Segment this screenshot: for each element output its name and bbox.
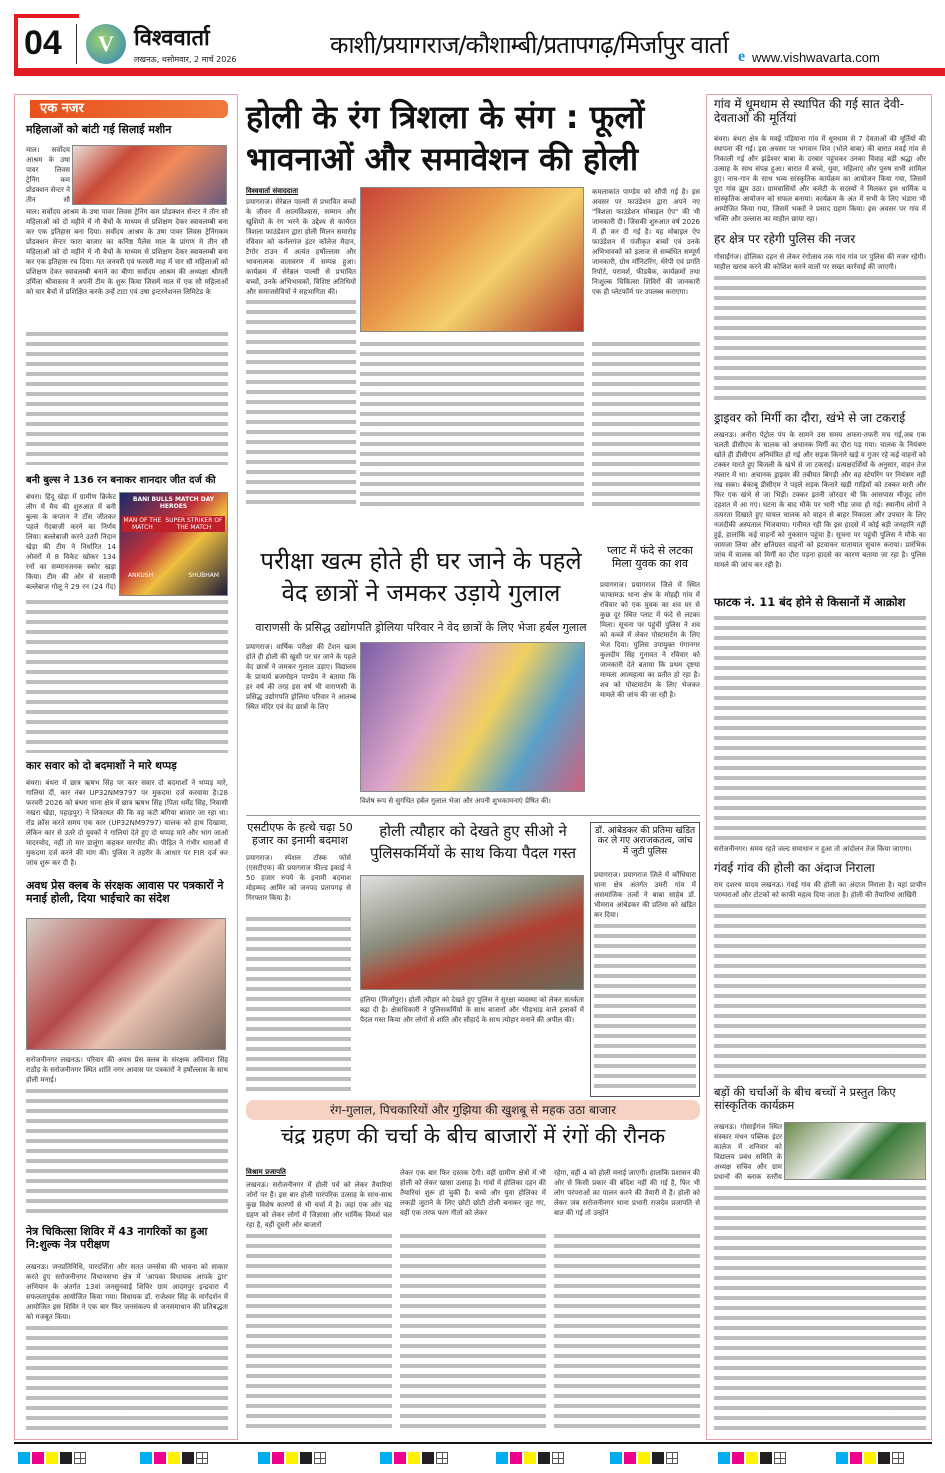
lead-photo [360,187,584,332]
color-swatch [524,1452,536,1464]
website-link[interactable]: www.vishwavarta.com [752,50,880,65]
text-lines [714,274,926,404]
headline: प्लाट में फंदे से लटका मिला युवक का शव [606,544,694,570]
color-swatch [258,1452,270,1464]
color-registration-marks [610,1452,678,1464]
photo [26,918,226,1050]
color-swatch [836,1452,848,1464]
story-body: लखनऊ। गोसाईंगंज स्थित संस्कार मंथन पब्लिक इंटर कालेज में शनिवार को विद्यालय प्रबंध समिति के अध्यक्ष सचिव और ग्राम प्रधानों की ब्लाक स्तरीय [714,1123,782,1181]
masthead-corner [14,14,79,18]
story-body: लखनऊ। अनौरा पेट्रोल पंप के सामने उस समय अफरा-तफरी मच गई,जब एक चलती डीसीएम के चालक को अचानक मिर्गी का दौरा पड़ गया। चालक के नियंत्रण खोते ही डीसीएम अनियंत्रित हो गई और सड़क किनारे खड़े व गुजर रहे कई वाहनों को टक्कर मारते हुए बिजली के खंभे से जा टकराई। प्रत्यक्षदर्शियों के अनुसार, वाहन तेज रफ्तार में था। अचानक ड्राइवर की तबीयत बिगड़ी और वह स्टेयरिंग पर नियंत्रण नहीं रख सका। बेकाबू डीसीएम ने पहले सड़क किनारे खड़ी गाड़ियों को टक्कर मारी और फिर एक खंभे से जा भिड़ी। टक्कर इतनी जोरदार थी कि आसपास मौजूद लोग दहशत में आ गए। घटना के बाद मौके पर भारी भीड़ जमा हो गई। स्थानीय लोगों ने तत्परता दिखाते हुए घायल चालक को वाहन से बाहर निकाला और उपचार के लिए नजदीकी अस्पताल भिजवाया। गनीमत रही कि इस हादसे में कोई बड़ी जनहानि नहीं हुई, हालांकि कई वाहनों को नुकसान पहुंचा है। सूचना पर पहुंची पुलिस ने मौके का जायजा लिया और क्षतिग्रस्त वाहनों को हटवाकर यातायात सुचारु कराया। प्रारंभिक जांच में चालक को मिर्गी का दौरा पड़ना हादसे का कारण बताया जा रहा है। पुलिस मामले की जांच कर रही है। [714,431,926,569]
divider [76,24,77,64]
brand-logo: V [86,24,126,64]
story-body: लखनऊ। जनप्रतिनिधि, पारदर्शिता और सतत जनसेवा की भावना को साकार करते हुए सरोजनीनगर विधानसभा क्षेत्र में 'आपका विधायक आपके द्वार' अभियान के अंतर्गत 13वां जनसुनवाई शिविर ग्राम आदमपुर इन्द्रवारा में सफलतापूर्वक आयोजित किया गया। विधायक डॉ. राजेश्वर सिंह के मार्गदर्शन में आयोजित इस शिविर ने एक बार फिर जनसंकल्प से जनसमाधान की प्रतिबद्धता को मजबूत किया। [26,1263,228,1321]
color-swatch [496,1452,508,1464]
story-body: कमलाकांत पाण्डेय को सौंपी गई है। इस अवसर पर फाउंडेशन द्वारा अपने नए "त्रिशला फाउंडेशन मोबाइल ऐप" की भी जानकारी दी। जिसकी शुरुआत वर्ष 2026 में ही कर दी गई है। यह मोबाइल ऐप फाउंडेशन में पंजीकृत बच्चों एवं उनके अभिभावकों को इलाज से सम्बंधित सम्पूर्ण जानकारी, ग्रोथ मॉनिटरिंग, थेरेपी एवं प्रगति रिपोर्ट, परामर्श, फीडबैक, कार्यक्रमों तथा निःशुल्क चिकित्सा शिविरों की जानकारी एक ही प्लेटफॉर्म पर उपलब्ध कराएगा। [592,188,700,296]
headline: एसटीएफ के हत्थे चढ़ा 50 हजार का इनामी बदमाश [247,821,353,847]
masthead-rule [14,72,945,76]
story-body: माल। सर्वोदय आश्रम के उषा पावर लिवस ट्रेनिंग कम प्रोडक्शन सेन्टर ने तीन सौ महिलाओं को दो महीने में नौ बैचों के माध्यम से प्रशिक्षण देकर स्वावलम्बी बना कर एक इतिहास बना दिया। सर्वोदय आश्रम के उषा पावर लिवस ट्रेनिंगकम प्रोडक्शन सेन्टर फारा बाजार का कनिष्ठ पैलेस माल के प्रांगण मे तीन सौ महिलाओं को दो महीने मे नौ बैचों के माध्यम से प्रशिक्षण देकर स्वावलम्बी बना कर एक इतिहास रच दिया। गत जनवरी एवं फरवरी माह में चार सौ महिलाओं को प्रशिक्षण देकर स्वावलम्बी बनाने का बीणा सर्वोदय आश्रम की अध्यक्षा श्रीमती उर्मिला श्रीवास्तव ने अपनी टीम के शुरू किया जिसमें माल में एक सौ महिलाओं को चार बैचों में प्रशिक्षित करके उन्हें टाटा एवं उषा इन्टरनेशनल लिमिटेड के [26,208,228,296]
story-body: सरोजनीनगर। समय रहते जल्द समाधान न हुआ तो आंदोलन तेज किया जाएगा। [714,845,912,853]
story-body: प्रयागराज। वार्षिक परीक्षा की टेंशन खत्म होते ही होली की खुशी पर घर जाने के पहले वेद छात्रों ने जमकर गुलाल उड़ाए। विद्यालय के प्राचार्य ब्रजमोहन पाण्डेय ने बताया कि हर वर्ष की तरह इस वर्ष भी वाराणसी के प्रसिद्ध उद्योगपति ड्रोलिया परिवार ने आलम्ब स्थित मंदिर एवं वेद छात्रों के लिए [246,643,356,711]
text-lines [26,1087,228,1215]
headline: बनी बुल्स ने 136 रन बनाकर शानदार जीत दर्ज की [26,475,216,486]
registration-cross-icon [196,1452,208,1464]
text-lines [400,1232,546,1434]
divider [246,815,700,816]
color-swatch [422,1452,434,1464]
color-registration-marks [836,1452,904,1464]
text-lines [26,330,228,465]
color-swatch [610,1452,622,1464]
page-number: 04 [24,24,62,62]
byline: विश्ववार्ता संवाददाता [246,187,299,195]
story-body: रहेगा, वहीं 4 को होली मनाई जाएगी। हालांकि प्रशासन की ओर से किसी प्रकार की बंदिश नहीं की गई है, फिर भी लोग परंपराओं का पालन करने की तैयारी में हैं। होली को लेकर जब सरोजनीनगर थाना प्रभारी राजदेव प्रजापति से बात की गई तो उन्होंने [554,1169,700,1217]
byline: विश्राम प्रजापति [246,1168,286,1176]
color-swatch [154,1452,166,1464]
text-lines [594,922,696,1092]
color-swatch [46,1452,58,1464]
text-lines [714,614,926,842]
poster-name: SHUBHAM [188,572,219,579]
headline: नेत्र चिकित्सा शिविर में 43 नागरिकों का हुआ नि:शुल्क नेत्र परीक्षण [26,1225,208,1251]
story-body: राम दशरथ यादव लखनऊ। गंवई गांव की होली का अंदाज निराला है। यहां प्राचीन परम्पराओं और टोटकों को काफी महत्व दिया जाता है। होली की तैयारियां आखिरी [714,881,926,899]
headline: डॉ. आंबेडकर की प्रतिमा खंडित कर ले गए अराजकतत्व, जांच में जुटी पुलिस [594,826,696,857]
headline: गांव में धूमधाम से स्थापित की गई सात देवी-देवताओं की मूर्तियां [714,97,905,125]
headline: महिलाओं को बांटी गई सिलाई मशीन [26,123,172,136]
text-lines [360,340,584,510]
text-lines [246,915,351,1095]
text-lines [554,1232,700,1434]
subheadline: वाराणसी के प्रसिद्ध उद्योगपति ड्रोलिया परिवार ने वेद छात्रों के लिए भेजा हर्बल गुलाल [255,621,587,634]
lead-headline: होली के रंग त्रिशला के संग : फूलों भावनाओं और समावेशन की होली [246,98,645,178]
color-swatch [718,1452,730,1464]
story-body: हलिया (मिर्जापुर)। होली त्यौहार को देखते हुए पुलिस ने सुरक्षा व्यवस्था को लेकर सतर्कता बढ़ा दी है। क्षेत्राधिकारी ने पुलिसकर्मियों के साथ बाजारों और भीड़भाड़ वाले इलाकों में पैदल गस्त किया और लोगों से शांति और सौहार्द के साथ त्योहार मनाने की अपील की। [360,996,584,1024]
registration-cross-icon [774,1452,786,1464]
bottom-rule [14,1442,932,1444]
headline: हर क्षेत्र पर रहेगी पुलिस की नजर [714,232,856,246]
story-body: बंथरा। बंथरा क्षेत्र के मवई पड़ियाना गांव में धूमधाम से 7 देवताओं की मूर्तियों की स्थापना की गई। इस अवसर पर भगवान शिव (भोले बाबा) की बारात मवई गांव से निकाली गई और झंडेश्वर बाबा के दरबार पहुंचकर उनका विवाह बड़ी श्रद्धा और उत्साह के साथ संपन्न हुआ। बारात में बच्चे, युवा, महिलाएं और पुरुष सभी शामिल हुए। नाच-गान के साथ भव्य सांस्कृतिक कार्यक्रम का आयोजन किया गया, जिसमें पूरा गांव झूम उठा। ग्रामवासियों और कमेटी के सदस्यों ने मिलकर इस धार्मिक व सांस्कृतिक आयोजन को सफल बनाया। कार्यक्रम के अंत में सभी के लिए भंडारा भी आयोजित किया गया, जिसमें भक्तों ने प्रसाद ग्रहण किया। इस अवसर पर गांव में भक्ति और उल्लास का माहौल छाया रहा। [714,135,926,223]
photo-caption: विशेष रूप से सुगंधित हर्बल गुलाल भेजा और अपनी शुभकामनाएं प्रेषित की। [360,797,551,805]
photo [72,145,227,205]
poster-tag: SUPER STRIKER OF THE MATCH [163,516,225,532]
color-swatch [394,1452,406,1464]
color-swatch [168,1452,180,1464]
color-swatch [380,1452,392,1464]
banner-strip: रंग-गुलाल, पिचकारियों और गुझिया की खुशबू से महक उठा बाजार [246,1100,700,1120]
color-swatch [140,1452,152,1464]
story-body: प्रयागराज। सेरेब्रल पाल्सी से प्रभावित बच्चों के जीवन में आत्मविश्वास, सम्मान और खुशियों के रंग भरने के उद्देश्य से कार्यरत त्रिशला फाउंडेशन द्वारा होली मिलन समारोह रविवार को कर्नलगंज इंटर कॉलेज मैदान, टैगोर टाउन में अत्यंत हर्षोल्लास और भावनात्मक वातावरण में सम्पन्न हुआ। कार्यक्रम में सेरेब्रल पाल्सी से प्रभावित बच्चों, उनके अभिभावकों, विशिष्ट अतिथियों और समाजसेवियों ने सहभागिता की। [246,198,356,295]
section-title: काशी/प्रयागराज/कौशाम्बी/प्रतापगढ़/मिर्जापुर वार्ता [330,31,728,59]
registration-cross-icon [314,1452,326,1464]
story-body: प्रयागराज। प्रयागराज जिले में स्थित फाफामऊ थाना क्षेत्र के मोहद्दी गांव में रविवार को एक युवक का शव घर से कुछ दूर स्थित प्लाट में फंदे से लटका मिला। सूचना पर पहुंची पुलिस ने शव को कब्जे में लेकर पोस्टमार्टम के लिए भेज दिया। पुलिस उपायुक्त गंगानगर कुलदीप सिंह गुनावत ने रविवार को जानकारी देते बताया कि प्रथम दृष्टया मामला आत्महत्या का प्रतीत हो रहा है। शव को पोस्टमार्टम के लिए भेजकर मामले की जांच की जा रही है। [600,581,700,699]
color-swatch [538,1452,550,1464]
color-swatch [300,1452,312,1464]
headline: ड्राइवर को मिर्गी का दौरा, खंभे से जा टकराई [714,411,906,425]
color-swatch [18,1452,30,1464]
story-body: प्रयागराज। स्पेशल टॉस्क फोर्स (एसटीएफ) की प्रयागराज फील्ड इकाई ने 50 हजार रुपये के इनामी बदमाश मोहम्मद आमिर को जनपद प्रतापगढ़ से गिरफ्तार किया है। [246,854,351,902]
text-lines [26,1324,228,1434]
story-body: माल। सर्वोदय आश्रम के उषा पावर लिवस ट्रेनिंग कम प्रोडक्शन सेन्टर ने तीन सौ [26,146,70,204]
color-swatch [760,1452,772,1464]
browser-icon: e [738,48,746,65]
text-lines [714,1184,926,1434]
text-lines [592,340,700,510]
poster-name: ANKUSH [128,572,154,579]
dateline: लखनऊ, थसोमवार, 2 मार्च 2026 [134,55,237,64]
story-body: लखनऊ। सरोजनीनगर में होली पर्व को लेकर तैयारियां जोरों पर हैं। इस बार होली पारंपरिक उत्साह के साथ-साथ कुछ विशेष कारणों से भी चर्चा में है। जहां एक ओर चंद्र ग्रहण को लेकर लोगों में जिज्ञासा और धार्मिक विमर्श चल रहा है, वहीं दूसरी ओर बाजारों [246,1181,392,1229]
color-swatch [408,1452,420,1464]
photo [360,642,585,792]
color-swatch [864,1452,876,1464]
color-swatch [182,1452,194,1464]
color-swatch [60,1452,72,1464]
color-registration-marks [718,1452,786,1464]
headline: कार सवार को दो बदमाशों ने मारे थप्पड़ [26,760,177,772]
color-swatch [32,1452,44,1464]
color-swatch [286,1452,298,1464]
color-swatch [272,1452,284,1464]
headline: चंद्र ग्रहण की चर्चा के बीच बाजारों में रंगों की रौनक [280,1124,666,1148]
poster-tag: MAN OF THE MATCH [123,517,162,531]
match-poster [119,492,228,596]
headline: परीक्षा खत्म होते ही घर जाने के पहले वेद छात्रों ने जमकर उड़ाये गुलाल [260,547,582,607]
poster-title: BANI BULLS MATCH DAY HEROES [132,496,215,510]
color-swatch [624,1452,636,1464]
registration-cross-icon [74,1452,86,1464]
ek-nazar-label: एक नजर [30,100,228,118]
headline: फाटक नं. 11 बंद होने से किसानों में आक्रोश [714,595,906,609]
text-lines [714,902,926,1080]
color-swatch [878,1452,890,1464]
color-registration-marks [380,1452,448,1464]
registration-cross-icon [436,1452,448,1464]
text-lines [246,298,356,510]
color-swatch [652,1452,664,1464]
color-registration-marks [258,1452,326,1464]
headline: अवध प्रेस क्लब के संरक्षक आवास पर पत्रकारों ने मनाई होली, दिया भाईचारे का संदेश [26,879,224,905]
color-registration-marks [496,1452,564,1464]
text-lines [26,598,228,753]
story-body: सरोजनीनगर लखनऊ। परिवार की अवध प्रेस क्लब के संरक्षक अविनाश सिंह राठौड़ के सरोजनीनगर स्थित शांति नगर आवास पर पत्रकारों ने हर्षोल्लास के साथ होली मनाई। [26,1056,228,1084]
headline: होली त्यौहार को देखते हुए सीओ ने पुलिसकर्मियों के साथ किया पैदल गस्त [369,822,577,862]
color-registration-marks [140,1452,208,1464]
story-body: प्रयागराज। प्रयागराज जिले में कौंधियारा थाना क्षेत्र अंतर्गत उमरी गांव में असमाजिक तत्वों ने बाबा साहेब डॉ. भीमराव आंबेडकर की प्रतिमा को खंडित कर दिया। [594,871,696,919]
registration-cross-icon [666,1452,678,1464]
story-body: बंथरा। बंथरा में छात्र ऋषभ सिंह पर कार सवार दो बदमाशों ने थप्पड़ मारे, गालियां दीं, कार नंबर UP32NM9797 पर मुकदमा दर्ज करवाया है।28 फरवरी 2026 को बंथरा थाना क्षेत्र में छात्र ऋषभ सिंह (पिता धर्मेंद्र सिंह, निवासी नखरा खेड़ा, पहाड़पुर) ने शिकायत की कि वह कटी बगिया बाजार जा रहा था। रोड क्रॉस करते समय एक कार (UP32NM9797) चालक को हाथ दिखाया, लेकिन कार से उतरे दो युवकों ने गालियां देते हुए दो थप्पड़ मारे और भाग जाओ मादरचोद, नहीं तो मार डालूंगा कहकर मारपीट की। पीड़ित ने गंभीर धाराओं में मुकदमा दर्ज करने की मांग की। पुलिस ने तहरीर के आधार पर FIR दर्ज कर जांच शुरू कर दी है। [26,779,228,867]
headline: बड़ों की चर्चाओं के बीच बच्चों ने प्रस्तुत किए सांस्कृतिक कार्यक्रम [714,1085,896,1113]
color-swatch [638,1452,650,1464]
color-registration-marks [18,1452,86,1464]
color-swatch [510,1452,522,1464]
text-lines [246,1232,392,1434]
story-body: बंथरा। हिंदू खेड़ा में ग्रामीण क्रिकेट लीग में मैच की शुरुआत में बनी बुल्स के कप्तान ने टॉस जीतकर पहले गेंदबाजी करने का निर्णय लिया। बल्लेबाजी करने उतरी निदान खेड़ा की टीम ने निर्धारित 14 ओवरों में 8 विकेट खोकर 134 रनों का सम्मानजनक स्कोर खड़ा किया। टीम की ओर से सलामी बल्लेबाज गोलू ने 29 रन (24 गेंद) [26,493,116,591]
brand-name: विश्ववार्ता [134,26,210,51]
headline: गंवई गांव की होली का अंदाज निराला [714,861,875,875]
story-body: लेकर एक बार फिर दस्तक देगी। वहीं ग्रामीण क्षेत्रों में भी होली को लेकर खासा उत्साह है। गांवों में होलिका दहन की तैयारियां शुरू हो चुकी हैं। बच्चे और युवा होलिका में लकड़ी जुटाने के लिए छोटी छोटी टोली बनाकर जुट गए, वहीं एक तरफ फाग गीतों को लेकर [400,1169,546,1217]
story-body: गोसाईंगंज। होलिका दहन से लेकर रंगोत्सव तक गांव गांव पर पुलिस की नजर रहेगी। माहौल खराब करने की कोशिश करने वालों पर सख्त कार्रवाई की जाएगी। [714,253,926,271]
color-swatch [732,1452,744,1464]
registration-cross-icon [552,1452,564,1464]
registration-cross-icon [892,1452,904,1464]
color-swatch [850,1452,862,1464]
color-swatch [746,1452,758,1464]
photo [360,875,584,990]
photo [784,1122,926,1180]
